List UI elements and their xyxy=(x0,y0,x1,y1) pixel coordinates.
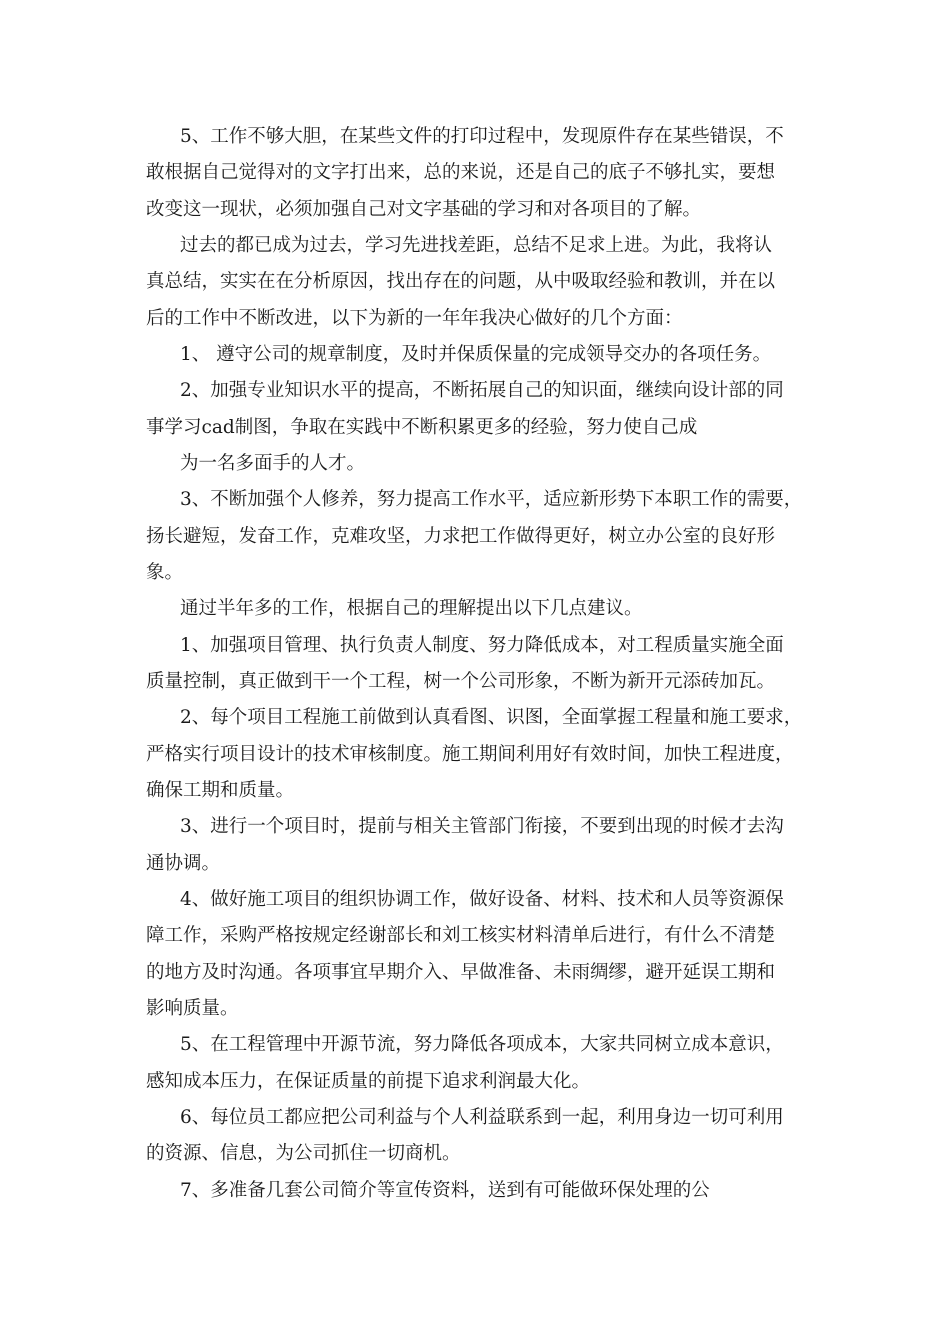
paragraph-line: 通协调。 xyxy=(146,853,221,874)
paragraph-line: 5、工作不够大胆，在某些文件的打印过程中，发现原件存在某些错误，不 xyxy=(180,126,784,147)
paragraph-line: 确保工期和质量。 xyxy=(146,780,295,801)
paragraph-line: 严格实行项目设计的技术审核制度。施工期间利用好有效时间，加快工程进度， xyxy=(146,744,794,765)
paragraph-line: 象。 xyxy=(146,562,184,583)
paragraph-line: 影响质量。 xyxy=(146,998,239,1019)
paragraph-line: 3、不断加强个人修养，努力提高工作水平，适应新形势下本职工作的需要， xyxy=(180,489,803,510)
paragraph-line: 2、加强专业知识水平的提高，不断拓展自己的知识面，继续向设计部的同 xyxy=(180,380,784,401)
paragraph-line: 改变这一现状，必须加强自己对文字基础的学习和对各项目的了解。 xyxy=(146,199,702,220)
paragraph-line: 过去的都已成为过去，学习先进找差距，总结不足求上进。为此，我将认 xyxy=(180,235,773,256)
paragraph-line: 1、加强项目管理、执行负责人制度、努力降低成本，对工程质量实施全面 xyxy=(180,635,784,656)
paragraph-line: 5、在工程管理中开源节流，努力降低各项成本，大家共同树立成本意识， xyxy=(180,1034,784,1055)
paragraph-line: 的地方及时沟通。各项事宜早期介入、早做准备、未雨绸缪，避开延误工期和 xyxy=(146,962,776,983)
paragraph-line: 敢根据自己觉得对的文字打出来，总的来说，还是自己的底子不够扎实，要想 xyxy=(146,162,776,183)
paragraph-line: 后的工作中不断改进，以下为新的一年年我决心做好的几个方面： xyxy=(146,308,683,329)
paragraph-line: 6、每位员工都应把公司利益与个人利益联系到一起，利用身边一切可利用 xyxy=(180,1107,784,1128)
paragraph-line: 7、多准备几套公司简介等宣传资料，送到有可能做环保处理的公 xyxy=(180,1180,710,1201)
paragraph-line: 为一名多面手的人才。 xyxy=(180,453,366,474)
paragraph-line: 2、每个项目工程施工前做到认真看图、识图，全面掌握工程量和施工要求， xyxy=(180,707,803,728)
paragraph-line: 真总结，实实在在分析原因，找出存在的问题，从中吸取经验和教训，并在以 xyxy=(146,271,776,292)
paragraph-line: 的资源、信息，为公司抓住一切商机。 xyxy=(146,1143,461,1164)
paragraph-line: 3、进行一个项目时，提前与相关主管部门衔接，不要到出现的时候才去沟 xyxy=(180,816,784,837)
paragraph-line: 扬长避短，发奋工作，克难攻坚，力求把工作做得更好，树立办公室的良好形 xyxy=(146,526,776,547)
paragraph-line: 感知成本压力，在保证质量的前提下追求利润最大化。 xyxy=(146,1071,591,1092)
paragraph-line: 障工作，采购严格按规定经谢部长和刘工核实材料清单后进行，有什么不清楚 xyxy=(146,925,776,946)
paragraph-line: 4、做好施工项目的组织协调工作，做好设备、材料、技术和人员等资源保 xyxy=(180,889,784,910)
paragraph-line: 质量控制，真正做到干一个工程，树一个公司形象，不断为新开元添砖加瓦。 xyxy=(146,671,776,692)
paragraph-line: 通过半年多的工作，根据自己的理解提出以下几点建议。 xyxy=(180,598,643,619)
paragraph-line: 事学习cad制图，争取在实践中不断积累更多的经验，努力使自己成 xyxy=(146,417,698,438)
paragraph-line: 1、 遵守公司的规章制度，及时并保质保量的完成领导交办的各项任务。 xyxy=(180,344,772,365)
